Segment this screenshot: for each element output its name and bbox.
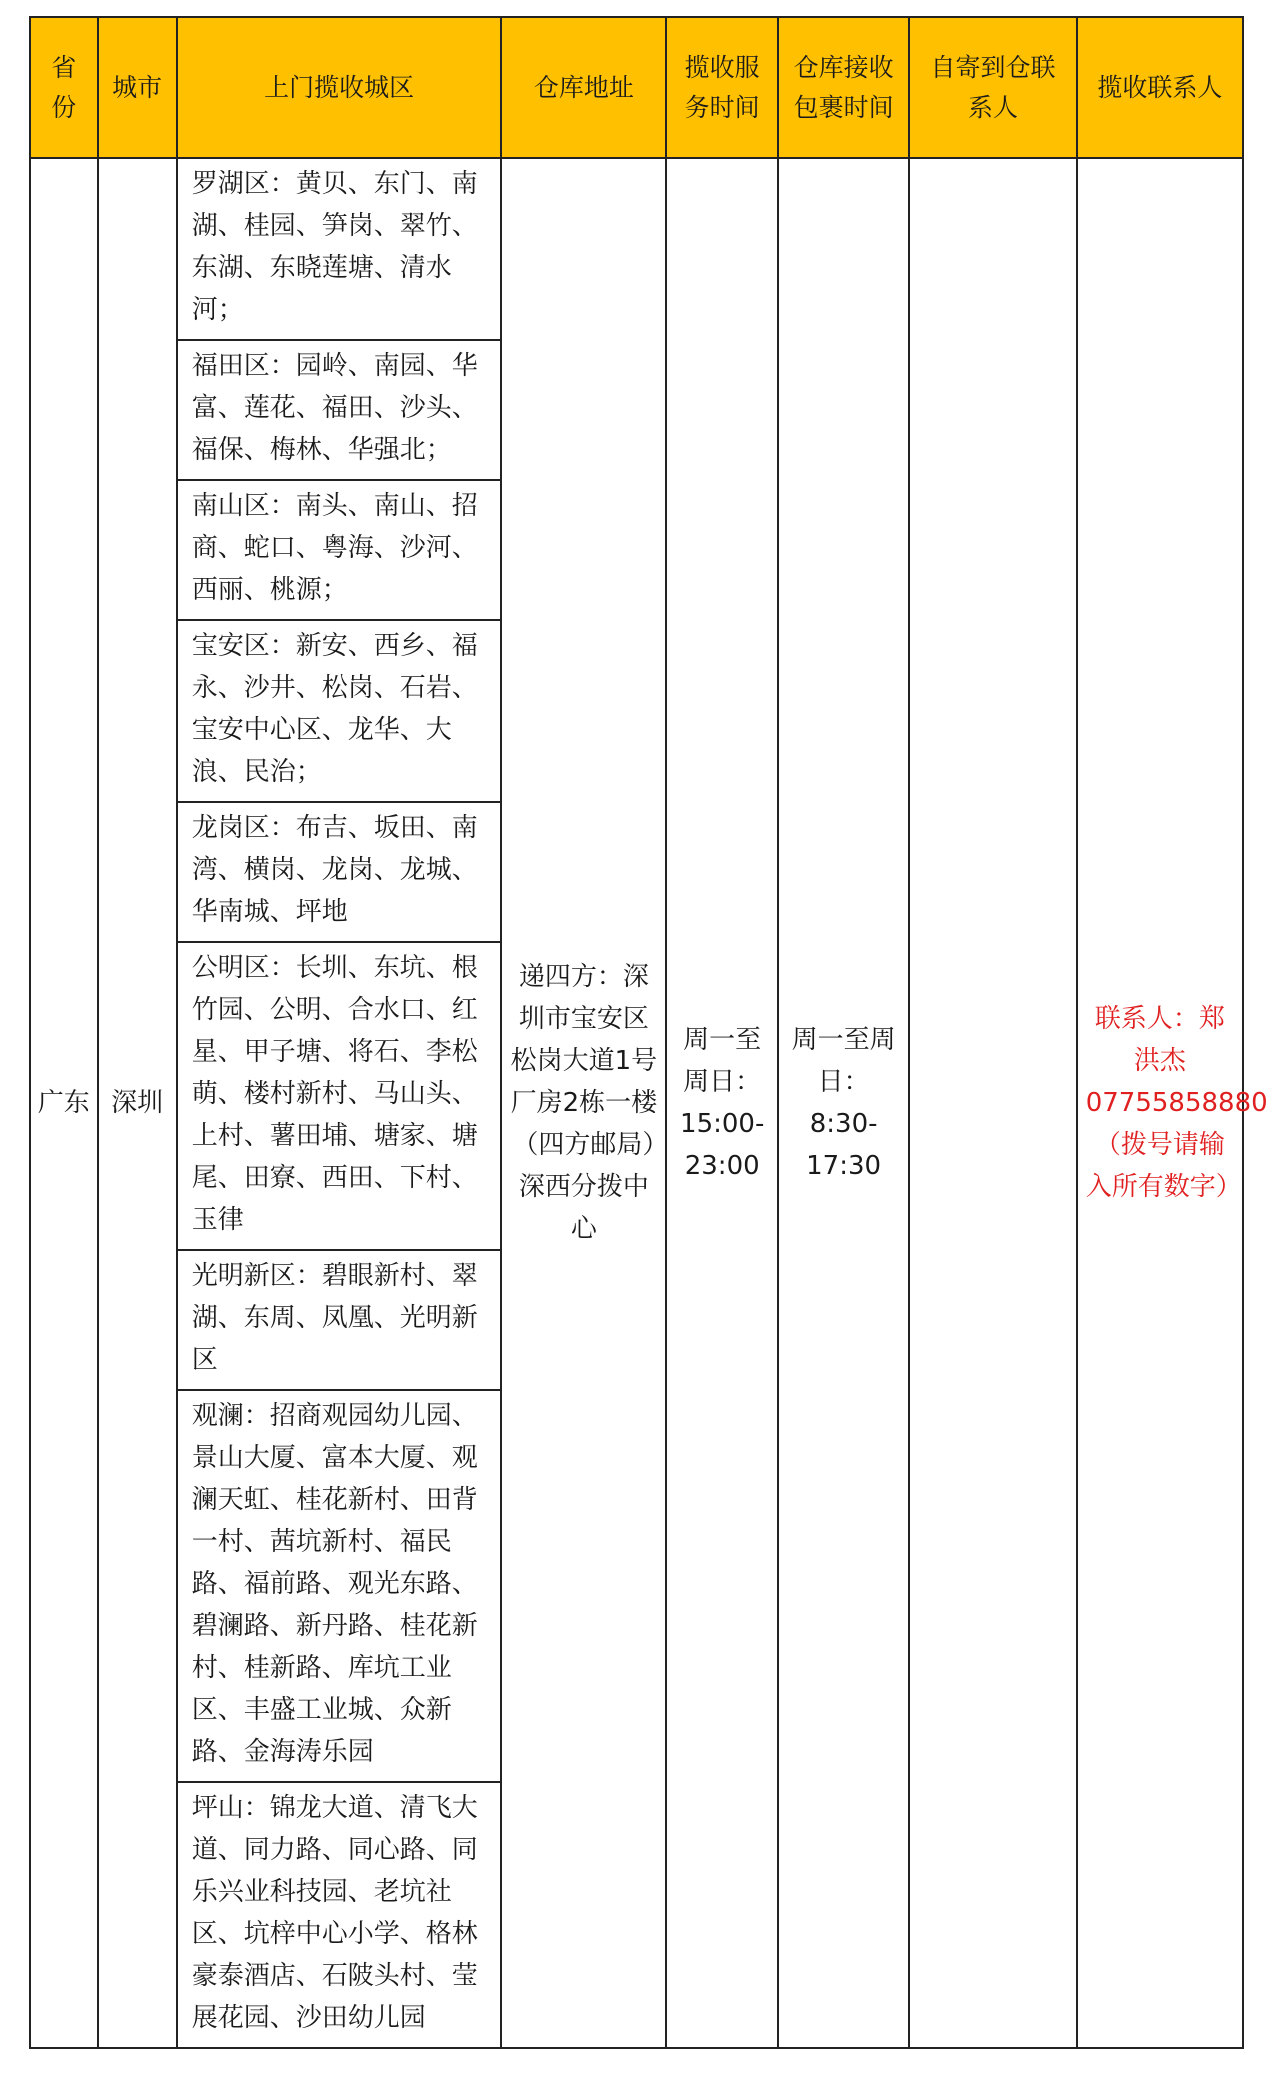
header-province: 省份: [30, 17, 98, 158]
area-baoan: 宝安区：新安、西乡、福永、沙井、松岗、石岩、宝安中心区、龙华、大浪、民治；: [178, 621, 501, 803]
header-pickup-contact: 揽收联系人: [1077, 17, 1243, 158]
self-contact-cell: [909, 158, 1077, 2048]
header-area: 上门揽收城区: [177, 17, 502, 158]
area-guanlan: 观澜：招商观园幼儿园、景山大厦、富本大厦、观澜天虹、桂花新村、田背一村、茜坑新村、福民路、福前路、观光东路、碧澜路、新丹路、桂花新村、桂新路、库坑工业区、丰盛工业城、众新路、金海涛乐园: [178, 1391, 501, 1783]
area-futian: 福田区：园岭、南园、华富、莲花、福田、沙头、福保、梅林、华强北；: [178, 341, 501, 481]
contact-note: （拨号请输入所有数字）: [1085, 1130, 1242, 1202]
header-address: 仓库地址: [501, 17, 666, 158]
receive-time-cell: 周一至周日：8:30-17:30: [778, 158, 909, 2048]
contact-phone: 07755858880: [1085, 1088, 1268, 1118]
header-self-contact: 自寄到仓联系人: [909, 17, 1077, 158]
city-cell: 深圳: [98, 158, 177, 2048]
contact-name: 联系人：郑洪杰: [1094, 1004, 1225, 1076]
area-cell: [177, 158, 502, 2048]
area-pingshan: 坪山：锦龙大道、清飞大道、同力路、同心路、同乐兴业科技园、老坑社区、坑梓中心小学、格林豪泰酒店、石陂头村、莹展花园、沙田幼儿园: [191, 1793, 478, 2033]
pickup-contact-cell: [1077, 158, 1268, 2048]
area-nanshan: 南山区：南头、南山、招商、蛇口、粤海、沙河、西丽、桃源；: [178, 481, 501, 621]
area-gongming: 公明区：长圳、东坑、根竹园、公明、合水口、红星、甲子塘、将石、李松萌、楼村新村、马山头、上村、薯田埔、塘家、塘尾、田寮、西田、下村、玉律: [178, 943, 501, 1251]
pickup-info-table: [29, 16, 1268, 2049]
header-service-time: 揽收服务时间: [666, 17, 778, 158]
header-row: [30, 17, 1243, 158]
header-city: 城市: [98, 17, 177, 158]
service-time-cell: 周一至周日：15:00-23:00: [666, 158, 778, 2048]
area-luohu: 罗湖区：黄贝、东门、南湖、桂园、笋岗、翠竹、东湖、东晓莲塘、清水河；: [178, 159, 501, 341]
table-row: [30, 158, 1243, 2048]
province-cell: 广东: [30, 158, 98, 2048]
area-guangming: 光明新区：碧眼新村、翠湖、东周、凤凰、光明新区: [178, 1251, 501, 1391]
header-receive-time: 仓库接收包裹时间: [778, 17, 909, 158]
address-cell: 递四方：深圳市宝安区松岗大道1号厂房2栋一楼（四方邮局）深西分拨中心: [501, 158, 666, 2048]
area-longgang: 龙岗区：布吉、坂田、南湾、横岗、龙岗、龙城、华南城、坪地: [178, 803, 501, 943]
